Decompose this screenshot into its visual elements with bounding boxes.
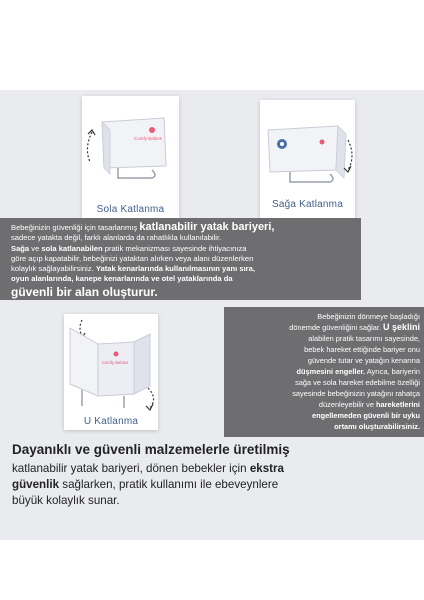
box1-text: ve [29,243,42,253]
box1-text: Bebeğinizin güvenliği için tasarlanmış [11,223,140,232]
bottom-text: büyük kolaylık sunar. [12,494,120,507]
product-card-left-fold [82,96,179,219]
box1-highlight: oyun alanlarında, kanepe kenarlarında ve otel yataklarında da [11,274,233,284]
description-box-u [224,307,424,437]
brand-text: Comfy Babies [134,136,163,141]
box2-highlight: ortamı oluşturabilirsiniz. [334,422,420,431]
bottom-text: sağlarken, pratik kullanımı ile ebeveynlere [59,478,279,491]
box2-highlight: düşmesini engeller. [296,367,366,376]
brand-logo-icon [149,127,155,133]
brand-logo-icon [114,352,119,357]
bottom-highlight: ekstra [249,462,284,475]
bottom-description [12,461,342,509]
box2-text: sayesinde bebeğinizin yatağını rahatça [292,389,420,398]
box1-highlight: güvenli bir alan oluşturur. [11,284,158,299]
box1-highlight: Yatak kenarlarında kullanılmasının yanı sıra, [95,264,255,274]
brand-text: Comfy Babies [102,360,129,365]
bottom-headline: Dayanıklı ve güvenli malzemelerle üretilmiş [12,442,290,457]
box2-text: Ayrıca, bariyerin [365,367,420,376]
card-label-left: Sola Katlanma [96,204,165,215]
box1-highlight: katlanabilir yatak bariyeri, [139,221,275,233]
box1-highlight: sola katlanabilen [41,243,103,253]
box2-text: dönemde güvenliğini sağlar. [289,323,383,332]
box2-highlight: U şeklini [382,322,420,332]
card-label-right: Sağa Katlanma [272,199,343,210]
box1-text: sadece yatakta değil, farklı alanlarda da rahatlıkla kullanılabilir. [11,233,222,243]
box2-text: Bebeğinizin dönmeye başladığı [317,312,420,321]
product-card-u-fold [64,314,158,430]
barrier-right-fold-illustration [260,100,355,200]
box2-text: bebek hareket ettiğinde bariyer onu [304,345,420,354]
brand-logo-icon [320,140,325,145]
box1-highlight: Sağa [11,243,30,253]
barrier-left-fold-illustration [82,96,179,196]
box2-highlight: hareketlerini [376,400,420,409]
box2-highlight: engellemeden güvenli bir uyku [311,411,420,420]
box2-text: düzenleyebilir ve [318,400,377,409]
box2-text: sağa ve sola hareket edebilme özelliği [295,378,420,387]
box1-text: pratik mekanizması sayesinde ihtiyacınıza [102,243,247,253]
description-box-fold [0,218,361,300]
box2-text: güvende tutar ve yatağın kenarına [307,356,420,365]
bottom-text: katlanabilir yatak bariyeri, dönen bebekler için [12,462,250,475]
product-card-right-fold [260,100,355,218]
card-label-u: U Katlanma [83,416,139,427]
box1-text: kolaylık sağlayabilirsiniz. [11,264,96,274]
box1-text: göre açıp kapatabilir, bebeğinizi yataktan alırken veya alanı düzenlerken [11,253,254,263]
box2-text: alabilen pratik tasarımı sayesinde, [308,334,420,343]
bottom-highlight: güvenlik [12,478,60,491]
